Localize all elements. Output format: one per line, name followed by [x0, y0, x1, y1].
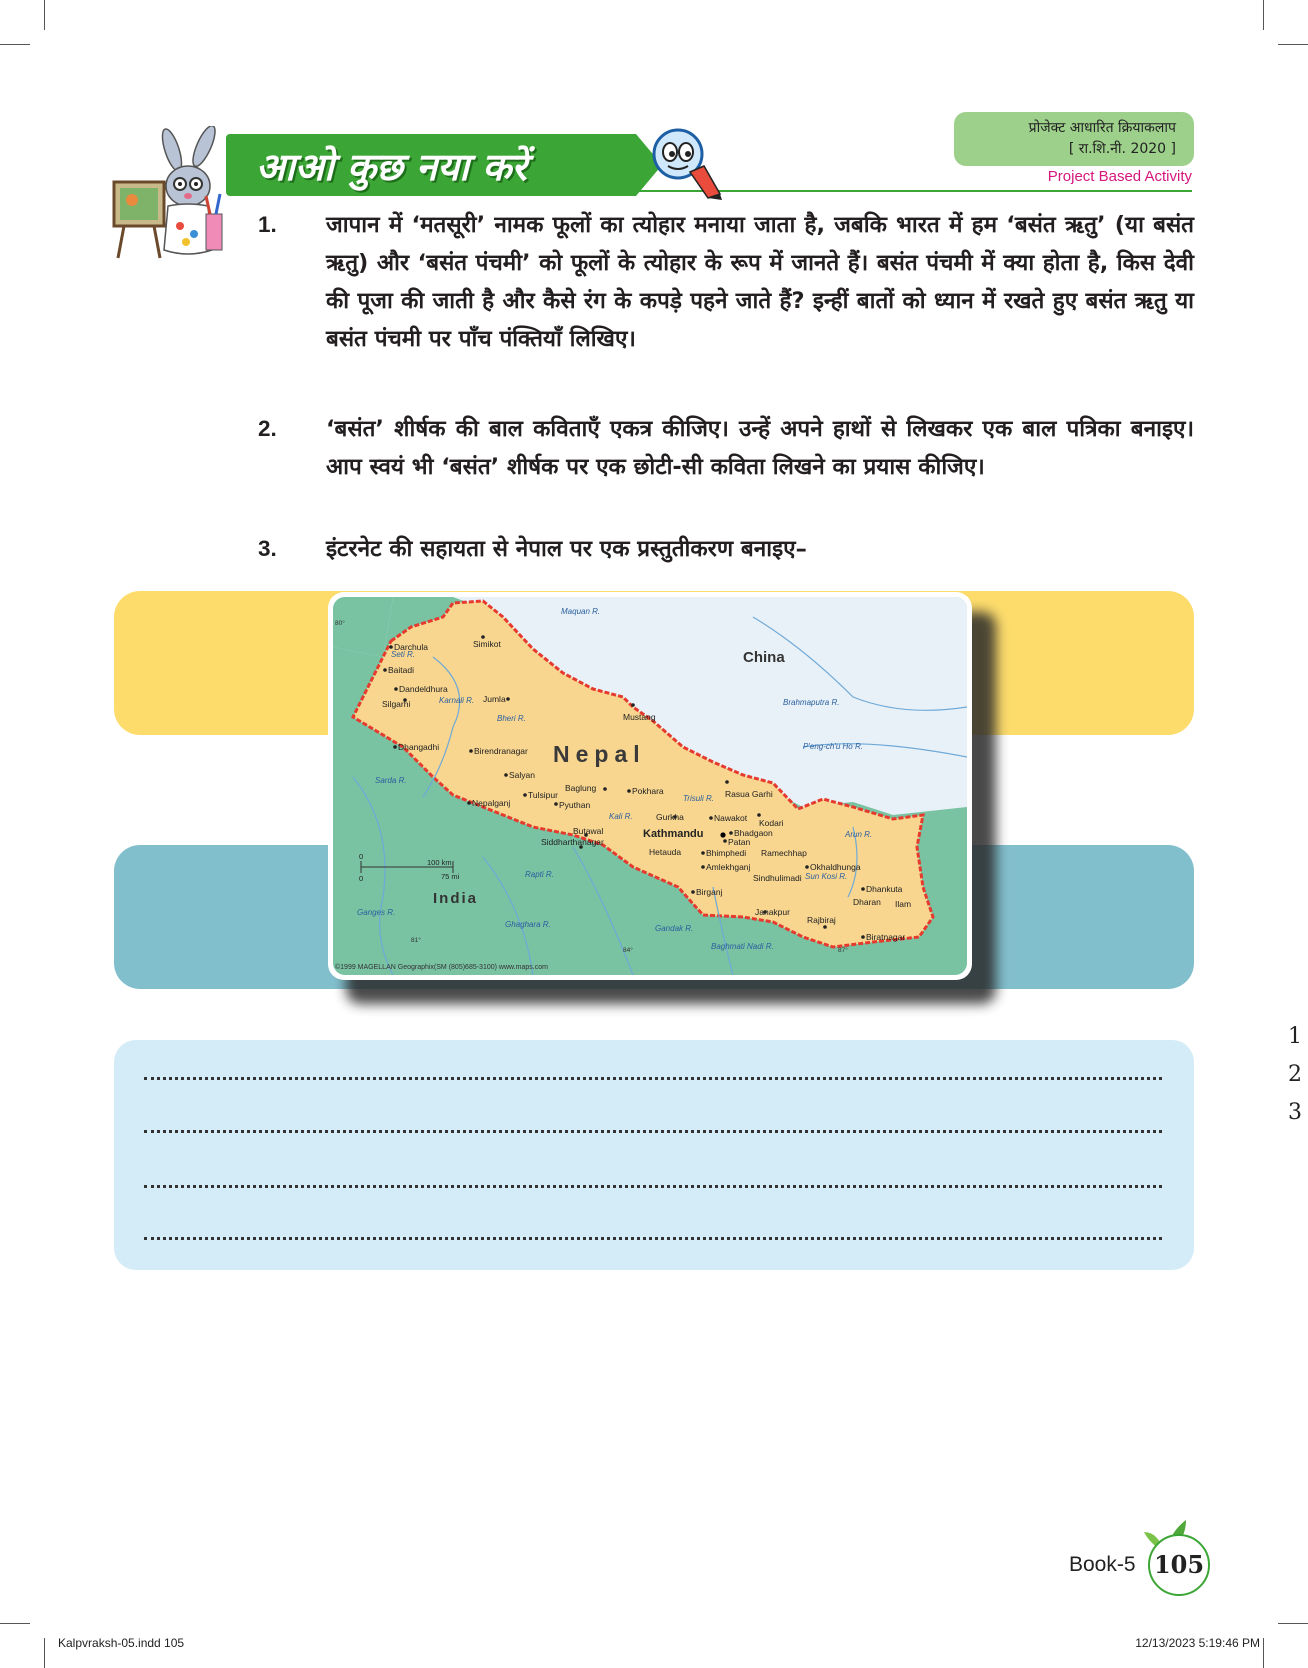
question-number: 3. [258, 536, 277, 561]
nepal-map [333, 597, 967, 975]
city-label: Bhimphedi [706, 848, 747, 858]
writing-line[interactable] [144, 1178, 1162, 1188]
river-label: Sun Kosi R. [805, 872, 848, 881]
print-slug-date: 12/13/2023 5:19:46 PM [1135, 1636, 1260, 1650]
river-label: P'eng-ch'u Ho R. [803, 742, 863, 751]
india-label: India [433, 890, 479, 907]
scale-mi: 75 mi [441, 872, 460, 881]
answer-box [114, 1040, 1194, 1270]
page-number: 105 [1148, 1534, 1210, 1596]
side-number: 1 [1288, 1024, 1302, 1049]
question-text: ‘बसंत’ शीर्षक की बाल कविताएँ एकत्र कीजिए। उन्हें अपने हाथों से लिखकर एक बाल पत्रिका बनाइए। आप स्वयं भी ‘बसंत’ शीर्षक पर एक छोटी-सी कविता लिखने का प्रयास कीजिए। [326, 416, 1194, 480]
river-label: Ganges R. [357, 908, 396, 917]
city-label: Hetauda [649, 847, 682, 857]
activity-banner [226, 134, 636, 196]
river-label: Karnali R. [439, 696, 475, 705]
city-label: Ramechhap [761, 848, 807, 858]
city-label: Rasua Garhi [725, 789, 773, 799]
tag-line-1: प्रोजेक्ट आधारित क्रियाकलाप [1028, 120, 1176, 136]
bunny-painter-illustration [110, 126, 226, 266]
side-number: 3 [1288, 1100, 1302, 1125]
city-label: Dhankuta [866, 884, 903, 894]
question-number: 2. [258, 416, 277, 441]
tag-english: Project Based Activity [1047, 168, 1192, 185]
river-label: Arun R. [845, 830, 873, 839]
question-number: 1. [258, 212, 277, 237]
nepal-map-card [328, 592, 972, 980]
crop-mark [1263, 0, 1264, 30]
writing-line[interactable] [144, 1230, 1162, 1240]
river-label: Maquan R. [561, 607, 601, 616]
river-label: Sarda R. [375, 776, 407, 785]
side-number: 2 [1288, 1062, 1302, 1087]
crop-mark [1278, 1623, 1308, 1624]
city-label: Amlekhganj [706, 862, 751, 872]
city-label: Tulsipur [528, 790, 558, 800]
question-text: इंटरनेट की सहायता से नेपाल पर एक प्रस्तुतीकरण बनाइए– [326, 536, 807, 562]
city-label: Nepalganj [472, 798, 511, 808]
longitude-label: 81° [411, 937, 421, 944]
banner-title: आओ कुछ नया करें [256, 144, 527, 189]
city-label: Kathmandu [643, 828, 704, 840]
city-label: Birganj [696, 887, 723, 897]
print-slug-file: Kalpvraksh-05.indd 105 [58, 1636, 185, 1650]
river-label: Seti R. [391, 650, 416, 659]
crop-mark [0, 44, 30, 45]
activity-tag [954, 112, 1194, 166]
writing-line[interactable] [144, 1070, 1162, 1080]
nepal-label: Nepal [553, 741, 646, 767]
city-label: Baglung [565, 783, 597, 793]
city-label: Okhaldhunga [810, 862, 861, 872]
longitude-label: 80° [335, 620, 345, 627]
scale-zero-km: 0 [359, 852, 364, 861]
side-numbers [1288, 1018, 1302, 1132]
city-label: Salyan [509, 770, 535, 780]
river-label: Kali R. [609, 812, 633, 821]
city-label: Pokhara [632, 786, 664, 796]
city-label: Pyuthan [559, 800, 591, 810]
river-label: Baghmati Nadi R. [711, 942, 774, 951]
city-label: Birendranagar [474, 746, 528, 756]
city-label: Baitadi [388, 665, 414, 675]
city-label: Darchula [394, 642, 429, 652]
city-label: Dandeldhura [399, 684, 448, 694]
city-label: Nawakot [714, 813, 748, 823]
city-label: Patan [728, 837, 751, 847]
city-label: Silgarhi [382, 699, 411, 709]
writing-line[interactable] [144, 1123, 1162, 1133]
question-text: जापान में ‘मतसूरी’ नामक फूलों का त्योहार मनाया जाता है, जबकि भारत में हम ‘बसंत ऋतु’ (या बसंत ऋतु) और ‘बसंत पंचमी’ को फूलों के त्योहार के रूप में जानते हैं। बसंत पंचमी में क्या होता है, किस देवी की पूजा की जाती है और कैसे रंग के कपड़े पहने जाते हैं? इन्हीं बातों को ध्यान में रखते हुए बसंत ऋतु या बसंत पंचमी पर पाँच पंक्तियाँ लिखिए। [326, 212, 1194, 352]
river-label: Brahmaputra R. [783, 698, 840, 707]
river-label: Bheri R. [497, 714, 526, 723]
crop-mark [0, 1623, 30, 1624]
city-label: Rajbiraj [807, 915, 836, 925]
river-label: Ghaghara R. [505, 920, 551, 929]
city-label: Siddharthanagar [541, 837, 604, 847]
city-label: Kodari [759, 818, 784, 828]
river-label: Gandak R. [655, 924, 694, 933]
river-label: Rapti R. [525, 870, 554, 879]
china-label: China [743, 649, 785, 666]
city-label: Bhadgaon [734, 828, 773, 838]
crop-mark [44, 1638, 45, 1668]
city-label: Simikot [473, 639, 501, 649]
city-label: Gurkha [656, 812, 684, 822]
city-label: Sindhulimadi [753, 873, 802, 883]
city-label: Ilam [895, 899, 912, 909]
city-label: Biratnagar [866, 932, 906, 942]
tag-line-2: [ रा.शि.नी. 2020 ] [1068, 141, 1176, 157]
map-copyright: ©1999 MAGELLAN Geographix(SM (805)685-3100) www.maps.com [335, 964, 548, 971]
city-label: Mustang [623, 712, 656, 722]
city-label: Janakpur [755, 907, 790, 917]
longitude-label: 87° [838, 947, 848, 954]
city-label: Dhangadhi [398, 742, 440, 752]
scale-zero-mi: 0 [359, 874, 364, 883]
crop-mark [44, 0, 45, 30]
city-label: Dharan [853, 897, 881, 907]
book-label: Book-5 [1069, 1553, 1136, 1576]
pencil-mascot-icon [646, 124, 726, 200]
crop-mark [1263, 1638, 1264, 1668]
city-label: Butawal [573, 826, 604, 836]
river-label: Trisuli R. [683, 794, 714, 803]
scale-km: 100 km [427, 858, 452, 867]
crop-mark [1278, 44, 1308, 45]
longitude-label: 84° [623, 947, 633, 954]
city-label: Jumla [483, 694, 506, 704]
